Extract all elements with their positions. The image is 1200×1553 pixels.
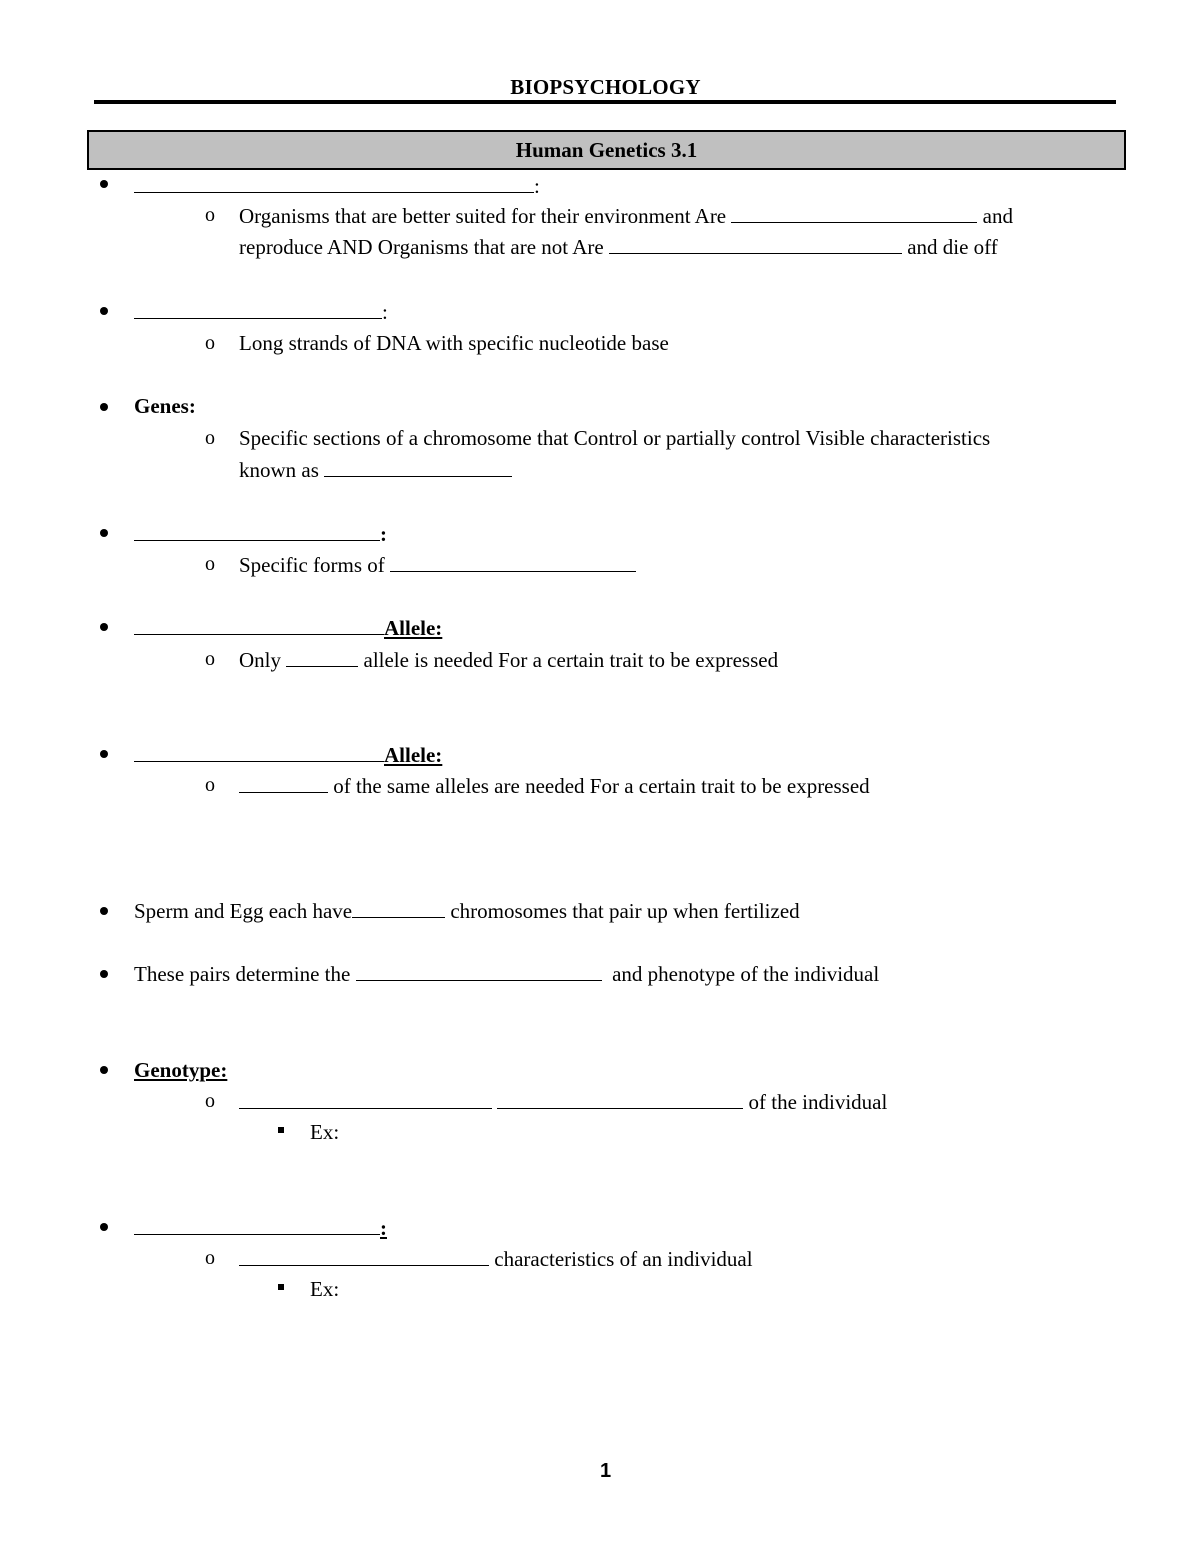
colon: : xyxy=(382,300,388,324)
text: of the individual xyxy=(748,1090,888,1114)
document-header-title: BIOPSYCHOLOGY xyxy=(510,75,701,99)
sub-bullet-icon: o xyxy=(205,648,215,670)
sub-bullet-icon: o xyxy=(205,1247,215,1269)
fill-in-blank xyxy=(609,233,902,254)
bullet-icon xyxy=(100,907,108,915)
fill-in-blank xyxy=(356,960,602,981)
fill-in-blank xyxy=(286,646,358,667)
text: Only xyxy=(239,648,281,672)
bullet-icon xyxy=(100,970,108,978)
sperm-egg-line xyxy=(134,897,800,924)
colon: : xyxy=(380,522,387,546)
blank-heading-dominant-allele xyxy=(134,614,442,641)
fill-in-blank xyxy=(134,741,384,762)
allele-label: Allele: xyxy=(384,616,443,640)
sub-bullet-icon: o xyxy=(205,427,215,449)
text: Specific forms of xyxy=(239,553,385,577)
sub-bullet-icon: o xyxy=(205,1090,215,1112)
text: allele is needed For a certain trait to be expressed xyxy=(363,648,779,672)
fill-in-blank xyxy=(134,614,384,635)
bullet-icon xyxy=(100,307,108,315)
text: and die off xyxy=(907,235,998,259)
bullet-icon xyxy=(100,623,108,631)
genotype-example: Ex: xyxy=(310,1120,340,1144)
header-rule xyxy=(94,100,1116,104)
chromosomes-sub-line: Long strands of DNA with specific nucleotide base xyxy=(239,331,669,355)
text: and xyxy=(982,204,1013,228)
fill-in-blank xyxy=(134,520,380,541)
pairs-determine-line xyxy=(134,960,879,987)
genotype-heading: Genotype: xyxy=(134,1058,228,1082)
natsel-sub-line-1 xyxy=(239,202,1013,229)
fill-in-blank xyxy=(497,1088,743,1109)
phenotype-example: Ex: xyxy=(310,1277,340,1301)
bullet-icon xyxy=(100,750,108,758)
alleles-sub-line xyxy=(239,551,636,578)
square-bullet-icon xyxy=(278,1284,284,1290)
blank-heading-natural-selection xyxy=(134,172,540,199)
genes-heading: Genes: xyxy=(134,394,196,418)
blank-heading-recessive-allele xyxy=(134,741,442,768)
bullet-icon xyxy=(100,1223,108,1231)
fill-in-blank xyxy=(134,298,382,319)
bullet-icon xyxy=(100,403,108,411)
fill-in-blank xyxy=(134,172,534,193)
dominant-sub-line xyxy=(239,646,778,673)
genes-sub-line-2 xyxy=(239,456,512,483)
colon: : xyxy=(534,174,540,198)
text: characteristics of an individual xyxy=(494,1247,753,1271)
section-title: Human Genetics 3.1 xyxy=(515,137,698,162)
text: reproduce AND Organisms that are not Are xyxy=(239,235,604,259)
text: of the same alleles are needed For a certain trait to be expressed xyxy=(333,774,870,798)
fill-in-blank xyxy=(134,1214,380,1235)
blank-heading-alleles xyxy=(134,520,387,547)
fill-in-blank xyxy=(239,1088,492,1109)
blank-heading-phenotype xyxy=(134,1214,387,1241)
square-bullet-icon xyxy=(278,1127,284,1133)
fill-in-blank xyxy=(352,897,445,918)
fill-in-blank xyxy=(239,1245,489,1266)
text: known as xyxy=(239,458,319,482)
bullet-icon xyxy=(100,1066,108,1074)
genes-sub-line-1: Specific sections of a chromosome that Control or partially control Visible characteristics xyxy=(239,426,991,450)
fill-in-blank xyxy=(239,772,328,793)
natsel-sub-line-2 xyxy=(239,233,998,260)
fill-in-blank xyxy=(390,551,636,572)
fill-in-blank xyxy=(731,202,977,223)
text: Organisms that are better suited for their environment Are xyxy=(239,204,727,228)
text: Sperm and Egg each have xyxy=(134,899,353,923)
blank-heading-chromosomes xyxy=(134,298,388,325)
bullet-icon xyxy=(100,529,108,537)
sub-bullet-icon: o xyxy=(205,204,215,226)
sub-bullet-icon: o xyxy=(205,332,215,354)
genotype-sub-line xyxy=(239,1088,887,1115)
fill-in-blank xyxy=(324,456,512,477)
bullet-icon xyxy=(100,180,108,188)
section-title-box xyxy=(87,130,1126,170)
sub-bullet-icon: o xyxy=(205,553,215,575)
allele-label: Allele: xyxy=(384,743,443,767)
text: chromosomes that pair up when fertilized xyxy=(450,899,800,923)
page-number: 1 xyxy=(599,1460,612,1482)
sub-bullet-icon: o xyxy=(205,774,215,796)
text: and phenotype of the individual xyxy=(612,962,880,986)
colon: : xyxy=(380,1216,387,1240)
phenotype-sub-line xyxy=(239,1245,753,1272)
text: These pairs determine the xyxy=(134,962,351,986)
recessive-sub-line xyxy=(239,772,870,799)
